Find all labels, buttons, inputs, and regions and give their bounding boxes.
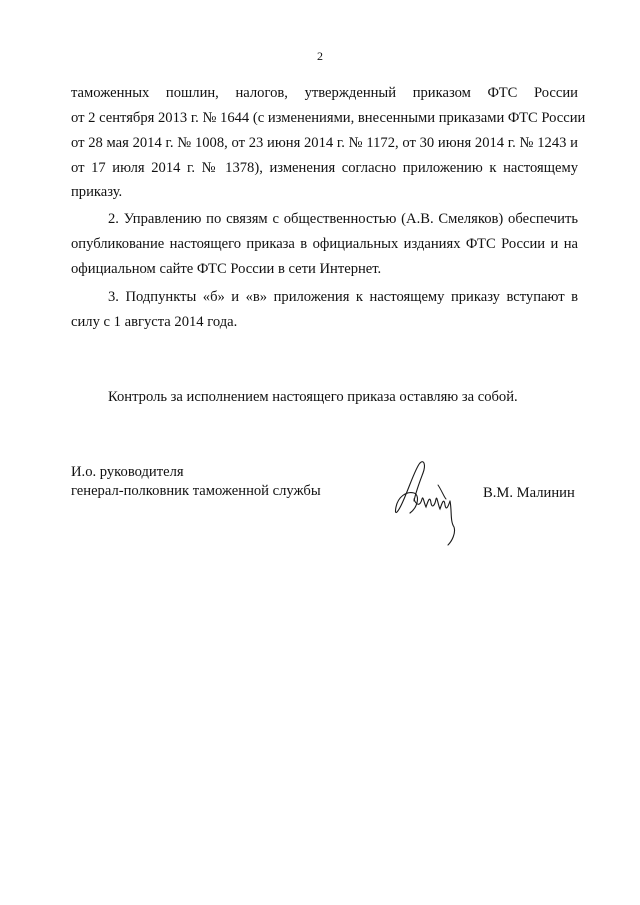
body-line-5: приказу.	[71, 184, 123, 200]
page-number: 2	[317, 49, 323, 63]
body-line-2: от 2 сентября 2013 г. № 1644 (с изменениями, внесенными приказами ФТС России	[71, 110, 586, 126]
control-statement: Контроль за исполнением настоящего приказа оставляю за собой.	[108, 389, 518, 405]
paragraph-2-line-2: опубликование настоящего приказа в официальных изданиях ФТС России и на	[71, 236, 578, 252]
handwritten-signature	[380, 455, 470, 550]
paragraph-2-line-1: 2. Управлению по связям с общественностью (А.В. Смеляков) обеспечить	[108, 211, 578, 227]
paragraph-3-line-2: силу с 1 августа 2014 года.	[71, 314, 238, 330]
body-line-3: от 28 мая 2014 г. № 1008, от 23 июня 2014 г. № 1172, от 30 июня 2014 г. № 1243 и	[71, 135, 578, 151]
signatory-name: В.М. Малинин	[483, 485, 575, 501]
body-line-1: таможенных пошлин, налогов, утвержденный приказом ФТС России	[71, 85, 578, 101]
paragraph-3-line-1: 3. Подпункты «б» и «в» приложения к настоящему приказу вступают в	[108, 289, 578, 305]
signatory-position-line-1: И.о. руководителя	[71, 464, 184, 480]
body-line-4: от 17 июля 2014 г. № 1378), изменения согласно приложению к настоящему	[71, 160, 578, 176]
signatory-position-line-2: генерал-полковник таможенной службы	[71, 483, 321, 499]
paragraph-2-line-3: официальном сайте ФТС России в сети Интернет.	[71, 261, 382, 277]
